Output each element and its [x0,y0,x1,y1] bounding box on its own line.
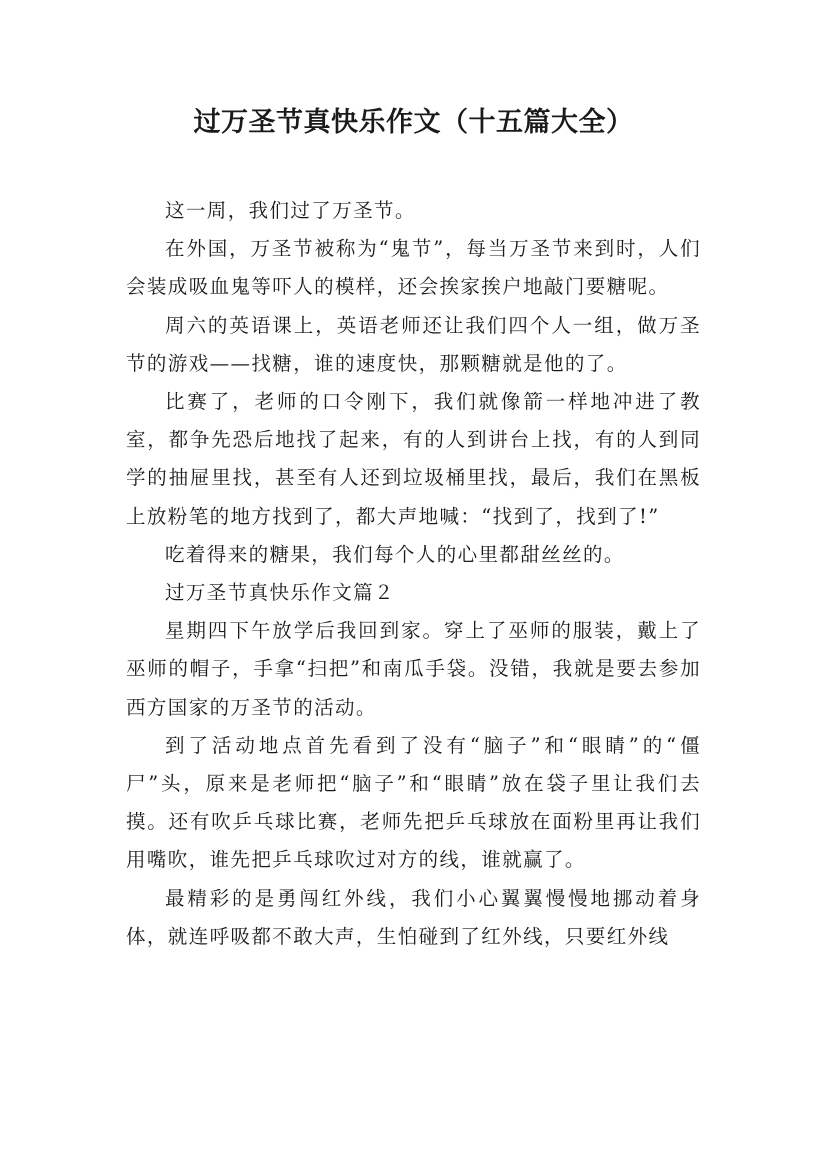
paragraph: 周六的英语课上，英语老师还让我们四个人一组，做万圣节的游戏——找糖，谁的速度快，那颗糖就是他的了。 [126,313,701,375]
document-body [126,192,701,956]
paragraph: 到了活动地点首先看到了没有“脑子”和“眼睛”的“僵尸”头，原来是老师把“脑子”和“眼睛”放在袋子里让我们去摸。还有吹乒乓球比赛，老师先把乒乓球放在面粉里再让我们用嘴吹，谁先把乒乓球吹过对方的线，谁就赢了。 [126,733,701,872]
paragraph: 最精彩的是勇闯红外线，我们小心翼翼慢慢地挪动着身体，就连呼吸都不敢大声，生怕碰到了红外线，只要红外线 [126,886,701,948]
paragraph: 星期四下午放学后我回到家。穿上了巫师的服装，戴上了巫师的帽子，手拿“扫把”和南瓜手袋。没错，我就是要去参加西方国家的万圣节的活动。 [126,619,701,719]
section-heading: 过万圣节真快乐作文篇２ [165,581,395,605]
paragraph: 比赛了，老师的口令刚下，我们就像箭一样地冲进了教室，都争先恐后地找了起来，有的人到讲台上找，有的人到同学的抽屉里找，甚至有人还到垃圾桶里找，最后，我们在黑板上放粉笔的地方找到了，都大声地喊：“找到了，找到了!” [126,390,701,528]
paragraph: 这一周，我们过了万圣节。 [165,199,416,222]
paragraph: 吃着得来的糖果，我们每个人的心里都甜丝丝的。 [165,542,625,566]
document-title: 过万圣节真快乐作文（十五篇大全） [193,107,634,138]
paragraph: 在外国，万圣节被称为“鬼节”，每当万圣节来到时，人们会装成吸血鬼等吓人的模样，还会挨家挨户地敲门要糖呢。 [126,237,701,299]
